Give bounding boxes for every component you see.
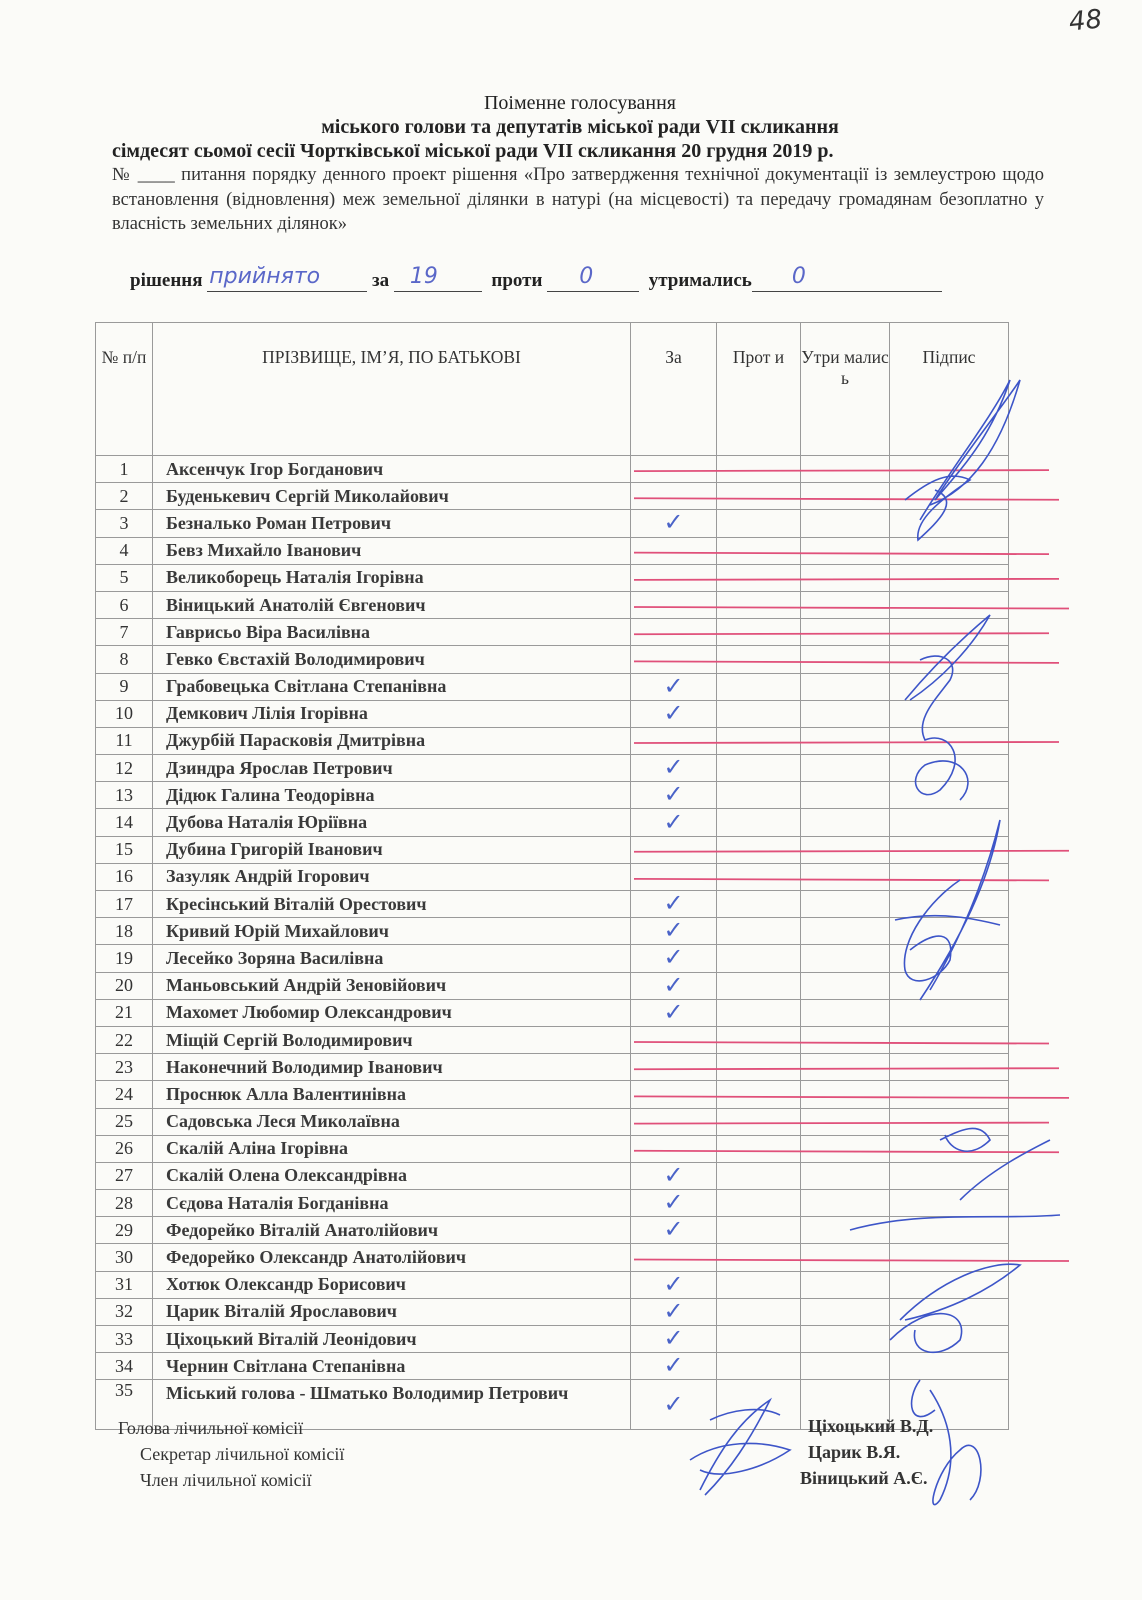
vote-abstained-cell — [801, 591, 890, 618]
deputy-name: Махомет Любомир Олександрович — [153, 999, 631, 1026]
for-count: 19 — [409, 264, 438, 289]
vote-abstained-cell — [801, 863, 890, 890]
vote-for-mark: ✓ — [631, 673, 717, 700]
signature-cell — [890, 1108, 1009, 1135]
vote-for-mark: ✓ — [631, 972, 717, 999]
deputy-name: Лесейко Зоряна Василівна — [153, 945, 631, 972]
member-name: Віницький А.Є. — [800, 1468, 928, 1488]
vote-abstained-cell — [801, 1298, 890, 1325]
deputy-name: Бевз Михайло Іванович — [153, 537, 631, 564]
row-number: 18 — [96, 918, 153, 945]
table-row — [96, 646, 1009, 673]
vote-abstained-cell — [801, 918, 890, 945]
row-number: 15 — [96, 836, 153, 863]
table-row — [96, 999, 1009, 1026]
vote-abstained-cell — [801, 836, 890, 863]
vote-for-mark: ✓ — [631, 700, 717, 727]
against-count: 0 — [579, 264, 594, 289]
vote-for-mark: ✓ — [631, 945, 717, 972]
signature-cell — [890, 591, 1009, 618]
row-number: 12 — [96, 755, 153, 782]
table-row — [96, 918, 1009, 945]
vote-for-mark — [631, 456, 717, 483]
chair-name: Ціхоцький В.Д. — [808, 1416, 934, 1436]
vote-abstained-cell — [801, 537, 890, 564]
vote-abstained-cell — [801, 510, 890, 537]
table-row — [96, 1135, 1009, 1162]
vote-against-cell — [717, 1190, 801, 1217]
deputy-name: Проснюк Алла Валентинівна — [153, 1081, 631, 1108]
decision-line — [130, 264, 942, 292]
vote-abstained-cell — [801, 755, 890, 782]
row-number: 32 — [96, 1298, 153, 1325]
vote-against-cell — [717, 456, 801, 483]
vote-abstained-cell — [801, 673, 890, 700]
vote-abstained-cell — [801, 619, 890, 646]
vote-for-mark — [631, 646, 717, 673]
table-row — [96, 1217, 1009, 1244]
vote-abstained-cell — [801, 1217, 890, 1244]
row-number: 17 — [96, 891, 153, 918]
vote-against-cell — [717, 1108, 801, 1135]
abstained-label: утримались — [648, 270, 752, 291]
vote-for-mark — [631, 619, 717, 646]
vote-against-cell — [717, 809, 801, 836]
vote-against-cell — [717, 537, 801, 564]
vote-for-mark: ✓ — [631, 1326, 717, 1353]
signature-cell — [890, 619, 1009, 646]
deputy-name: Федорейко Олександр Анатолійович — [153, 1244, 631, 1271]
against-count-field — [547, 264, 639, 292]
vote-against-cell — [717, 782, 801, 809]
vote-against-cell — [717, 1380, 801, 1430]
deputy-name: Гаврисьо Віра Василівна — [153, 619, 631, 646]
deputy-name: Чернин Світлана Степанівна — [153, 1353, 631, 1380]
table-row — [96, 809, 1009, 836]
row-number: 21 — [96, 999, 153, 1026]
signature-cell — [890, 1271, 1009, 1298]
table-row — [96, 1026, 1009, 1053]
row-number: 31 — [96, 1271, 153, 1298]
deputy-name: Міщій Сергій Володимирович — [153, 1026, 631, 1053]
deputy-name: Буденькевич Сергій Миколайович — [153, 483, 631, 510]
vote-against-cell — [717, 1326, 801, 1353]
signature-cell — [890, 456, 1009, 483]
vote-against-cell — [717, 972, 801, 999]
signature-cell — [890, 673, 1009, 700]
vote-against-cell — [717, 1026, 801, 1053]
vote-abstained-cell — [801, 483, 890, 510]
row-number: 23 — [96, 1054, 153, 1081]
deputy-name: Сєдова Наталія Богданівна — [153, 1190, 631, 1217]
vote-for-mark — [631, 564, 717, 591]
vote-abstained-cell — [801, 1190, 890, 1217]
vote-against-cell — [717, 891, 801, 918]
session-line: сімдесят сьомої сесії Чортківської міської ради VII скликання 20 грудня 2019 р. — [112, 140, 834, 162]
row-number: 9 — [96, 673, 153, 700]
deputy-name: Маньовський Андрій Зеновійович — [153, 972, 631, 999]
table-row — [96, 1353, 1009, 1380]
deputy-name: Скалій Аліна Ігорівна — [153, 1135, 631, 1162]
signature-cell — [890, 1081, 1009, 1108]
table-row — [96, 836, 1009, 863]
vote-for-mark: ✓ — [631, 1162, 717, 1189]
vote-for-mark: ✓ — [631, 510, 717, 537]
vote-for-mark: ✓ — [631, 755, 717, 782]
vote-for-mark — [631, 836, 717, 863]
table-row — [96, 1162, 1009, 1189]
signature-cell — [890, 891, 1009, 918]
signature-cell — [890, 1353, 1009, 1380]
row-number: 6 — [96, 591, 153, 618]
vote-for-mark: ✓ — [631, 918, 717, 945]
vote-abstained-cell — [801, 1081, 890, 1108]
vote-for-mark: ✓ — [631, 1271, 717, 1298]
vote-abstained-cell — [801, 1353, 890, 1380]
vote-abstained-cell — [801, 1135, 890, 1162]
decision-result: прийнято — [209, 264, 321, 289]
vote-abstained-cell — [801, 972, 890, 999]
signature-cell — [890, 1217, 1009, 1244]
row-number: 33 — [96, 1326, 153, 1353]
abstained-count: 0 — [791, 264, 806, 289]
table-row — [96, 537, 1009, 564]
signature-cell — [890, 1162, 1009, 1189]
row-number: 3 — [96, 510, 153, 537]
vote-against-cell — [717, 673, 801, 700]
vote-against-cell — [717, 1271, 801, 1298]
vote-against-cell — [717, 1081, 801, 1108]
vote-against-cell — [717, 483, 801, 510]
vote-for-mark: ✓ — [631, 809, 717, 836]
row-number: 14 — [96, 809, 153, 836]
vote-against-cell — [717, 1054, 801, 1081]
table-row — [96, 782, 1009, 809]
vote-abstained-cell — [801, 782, 890, 809]
table-row — [96, 863, 1009, 890]
row-number: 19 — [96, 945, 153, 972]
vote-against-cell — [717, 727, 801, 754]
row-number: 8 — [96, 646, 153, 673]
vote-abstained-cell — [801, 891, 890, 918]
deputy-name: Ціхоцький Віталій Леонідович — [153, 1326, 631, 1353]
row-number: 27 — [96, 1162, 153, 1189]
signature-cell — [890, 972, 1009, 999]
vote-against-cell — [717, 591, 801, 618]
deputy-name: Скалій Олена Олександрівна — [153, 1162, 631, 1189]
vote-for-mark — [631, 1026, 717, 1053]
table-row — [96, 564, 1009, 591]
vote-against-cell — [717, 918, 801, 945]
against-label: проти — [491, 270, 543, 291]
col-header-abstained: Утри малис ь — [801, 323, 890, 456]
vote-abstained-cell — [801, 727, 890, 754]
vote-abstained-cell — [801, 564, 890, 591]
vote-abstained-cell — [801, 1026, 890, 1053]
vote-against-cell — [717, 1162, 801, 1189]
row-number: 5 — [96, 564, 153, 591]
row-number: 20 — [96, 972, 153, 999]
signature-cell — [890, 483, 1009, 510]
deputy-name: Дідюк Галина Теодорівна — [153, 782, 631, 809]
vote-for-mark — [631, 863, 717, 890]
row-number: 1 — [96, 456, 153, 483]
signature-cell — [890, 945, 1009, 972]
vote-for-mark: ✓ — [631, 1190, 717, 1217]
deputy-name: Віницький Анатолій Євгенович — [153, 591, 631, 618]
row-number: 13 — [96, 782, 153, 809]
table-row — [96, 1244, 1009, 1271]
row-number: 2 — [96, 483, 153, 510]
signature-cell — [890, 510, 1009, 537]
signature-cell — [890, 755, 1009, 782]
table-row — [96, 891, 1009, 918]
table-row — [96, 972, 1009, 999]
signature-cell — [890, 836, 1009, 863]
vote-abstained-cell — [801, 1054, 890, 1081]
signature-cell — [890, 1326, 1009, 1353]
deputy-name: Джурбій Парасковія Дмитрівна — [153, 727, 631, 754]
vote-for-mark — [631, 727, 717, 754]
vote-for-mark: ✓ — [631, 891, 717, 918]
member-label: Член лічильної комісії — [140, 1470, 312, 1490]
vote-for-mark: ✓ — [631, 1380, 717, 1430]
signature-cell — [890, 646, 1009, 673]
deputy-name: Наконечний Володимир Іванович — [153, 1054, 631, 1081]
document-title: Поіменне голосування — [483, 92, 676, 114]
decision-label: рішення — [130, 270, 203, 291]
vote-abstained-cell — [801, 700, 890, 727]
signature-cell — [890, 918, 1009, 945]
vote-for-mark — [631, 1054, 717, 1081]
row-number: 22 — [96, 1026, 153, 1053]
table-row — [96, 1190, 1009, 1217]
vote-against-cell — [717, 836, 801, 863]
for-label: за — [372, 270, 390, 291]
deputy-name: Міський голова - Шматько Володимир Петрович — [153, 1380, 631, 1430]
deputy-name: Дубова Наталія Юріївна — [153, 809, 631, 836]
table-body — [96, 456, 1009, 1430]
page-number: 48 — [1067, 4, 1104, 38]
row-number: 25 — [96, 1108, 153, 1135]
vote-abstained-cell — [801, 809, 890, 836]
vote-for-mark — [631, 537, 717, 564]
vote-against-cell — [717, 999, 801, 1026]
signature-cell — [890, 1026, 1009, 1053]
deputy-name: Безналько Роман Петрович — [153, 510, 631, 537]
signature-cell — [890, 1190, 1009, 1217]
signature-cell — [890, 1244, 1009, 1271]
vote-abstained-cell — [801, 1162, 890, 1189]
decision-result-field — [207, 264, 367, 292]
vote-for-mark — [631, 1244, 717, 1271]
signature-cell — [890, 564, 1009, 591]
table-header-row — [96, 323, 1009, 456]
row-number: 28 — [96, 1190, 153, 1217]
table-row — [96, 591, 1009, 618]
vote-for-mark — [631, 483, 717, 510]
signature-cell — [890, 727, 1009, 754]
vote-for-mark: ✓ — [631, 1217, 717, 1244]
vote-abstained-cell — [801, 1244, 890, 1271]
vote-against-cell — [717, 700, 801, 727]
vote-abstained-cell — [801, 1271, 890, 1298]
secretary-label: Секретар лічильної комісії — [140, 1444, 345, 1464]
abstained-count-field — [752, 264, 942, 292]
roll-call-table — [95, 322, 1009, 1430]
chair-label: Голова лічильної комісії — [118, 1418, 304, 1438]
col-header-num: № п/п — [96, 323, 153, 456]
vote-against-cell — [717, 619, 801, 646]
deputy-name: Царик Віталій Ярославович — [153, 1298, 631, 1325]
vote-against-cell — [717, 945, 801, 972]
signature-cell — [890, 537, 1009, 564]
table-row — [96, 1054, 1009, 1081]
col-header-against: Прот и — [717, 323, 801, 456]
row-number: 35 — [96, 1380, 153, 1430]
row-number: 4 — [96, 537, 153, 564]
vote-for-mark — [631, 1108, 717, 1135]
deputy-name: Садовська Леся Миколаївна — [153, 1108, 631, 1135]
row-number: 16 — [96, 863, 153, 890]
row-number: 10 — [96, 700, 153, 727]
table-row — [96, 483, 1009, 510]
vote-abstained-cell — [801, 646, 890, 673]
deputy-name: Зазуляк Андрій Ігорович — [153, 863, 631, 890]
signature-cell — [890, 809, 1009, 836]
vote-for-mark — [631, 1081, 717, 1108]
document-subtitle: міського голови та депутатів міської ради VII скликання — [321, 116, 839, 138]
deputy-name: Демкович Лілія Ігорівна — [153, 700, 631, 727]
deputy-name: Великоборець Наталія Ігорівна — [153, 564, 631, 591]
row-number: 7 — [96, 619, 153, 646]
agenda-topic: № ____ питання порядку денного проект рішення «Про затвердження технічної документації із землеустрою щодо встановлення (відновлення) меж земельної ділянки в натурі (на місцевості) та передачу громадянам безоплатно у власність земельних ділянок» — [112, 165, 1044, 234]
signature-cell — [890, 1054, 1009, 1081]
col-header-name: ПРІЗВИЩЕ, ІМ’Я, ПО БАТЬКОВІ — [153, 323, 631, 456]
deputy-name: Гевко Євстахій Володимирович — [153, 646, 631, 673]
vote-against-cell — [717, 1353, 801, 1380]
table-row — [96, 1326, 1009, 1353]
row-number: 34 — [96, 1353, 153, 1380]
col-header-for: За — [631, 323, 717, 456]
table-row — [96, 727, 1009, 754]
deputy-name: Грабовецька Світлана Степанівна — [153, 673, 631, 700]
row-number: 30 — [96, 1244, 153, 1271]
table-row — [96, 755, 1009, 782]
vote-abstained-cell — [801, 999, 890, 1026]
row-number: 24 — [96, 1081, 153, 1108]
vote-against-cell — [717, 1244, 801, 1271]
deputy-name: Дубина Григорій Іванович — [153, 836, 631, 863]
vote-for-mark — [631, 1135, 717, 1162]
vote-abstained-cell — [801, 456, 890, 483]
row-number: 11 — [96, 727, 153, 754]
vote-for-mark: ✓ — [631, 999, 717, 1026]
deputy-name: Кресінський Віталій Орестович — [153, 891, 631, 918]
signature-cell — [890, 999, 1009, 1026]
table-row — [96, 1108, 1009, 1135]
signature-cell — [890, 1298, 1009, 1325]
vote-against-cell — [717, 755, 801, 782]
deputy-name: Хотюк Олександр Борисович — [153, 1271, 631, 1298]
vote-against-cell — [717, 1217, 801, 1244]
table-row — [96, 1298, 1009, 1325]
signature-cell — [890, 863, 1009, 890]
vote-for-mark — [631, 591, 717, 618]
deputy-name: Дзиндра Ярослав Петрович — [153, 755, 631, 782]
vote-for-mark: ✓ — [631, 1298, 717, 1325]
table-row — [96, 945, 1009, 972]
for-count-field — [394, 264, 482, 292]
vote-against-cell — [717, 1135, 801, 1162]
vote-abstained-cell — [801, 1108, 890, 1135]
deputy-name: Аксенчук Ігор Богданович — [153, 456, 631, 483]
vote-against-cell — [717, 1298, 801, 1325]
table-row — [96, 619, 1009, 646]
vote-for-mark: ✓ — [631, 1353, 717, 1380]
deputy-name: Кривий Юрій Михайлович — [153, 918, 631, 945]
row-number: 26 — [96, 1135, 153, 1162]
vote-for-mark: ✓ — [631, 782, 717, 809]
vote-against-cell — [717, 646, 801, 673]
signature-cell — [890, 1135, 1009, 1162]
vote-abstained-cell — [801, 945, 890, 972]
table-row — [96, 1081, 1009, 1108]
col-header-signature: Підпис — [890, 323, 1009, 456]
table-row — [96, 1271, 1009, 1298]
signature-cell — [890, 700, 1009, 727]
table-row — [96, 700, 1009, 727]
table-row — [96, 456, 1009, 483]
table-row — [96, 673, 1009, 700]
vote-against-cell — [717, 863, 801, 890]
vote-abstained-cell — [801, 1326, 890, 1353]
deputy-name: Федорейко Віталій Анатолійович — [153, 1217, 631, 1244]
vote-against-cell — [717, 510, 801, 537]
row-number: 29 — [96, 1217, 153, 1244]
signature-cell — [890, 782, 1009, 809]
table-row — [96, 510, 1009, 537]
vote-against-cell — [717, 564, 801, 591]
secretary-name: Царик В.Я. — [808, 1442, 901, 1462]
